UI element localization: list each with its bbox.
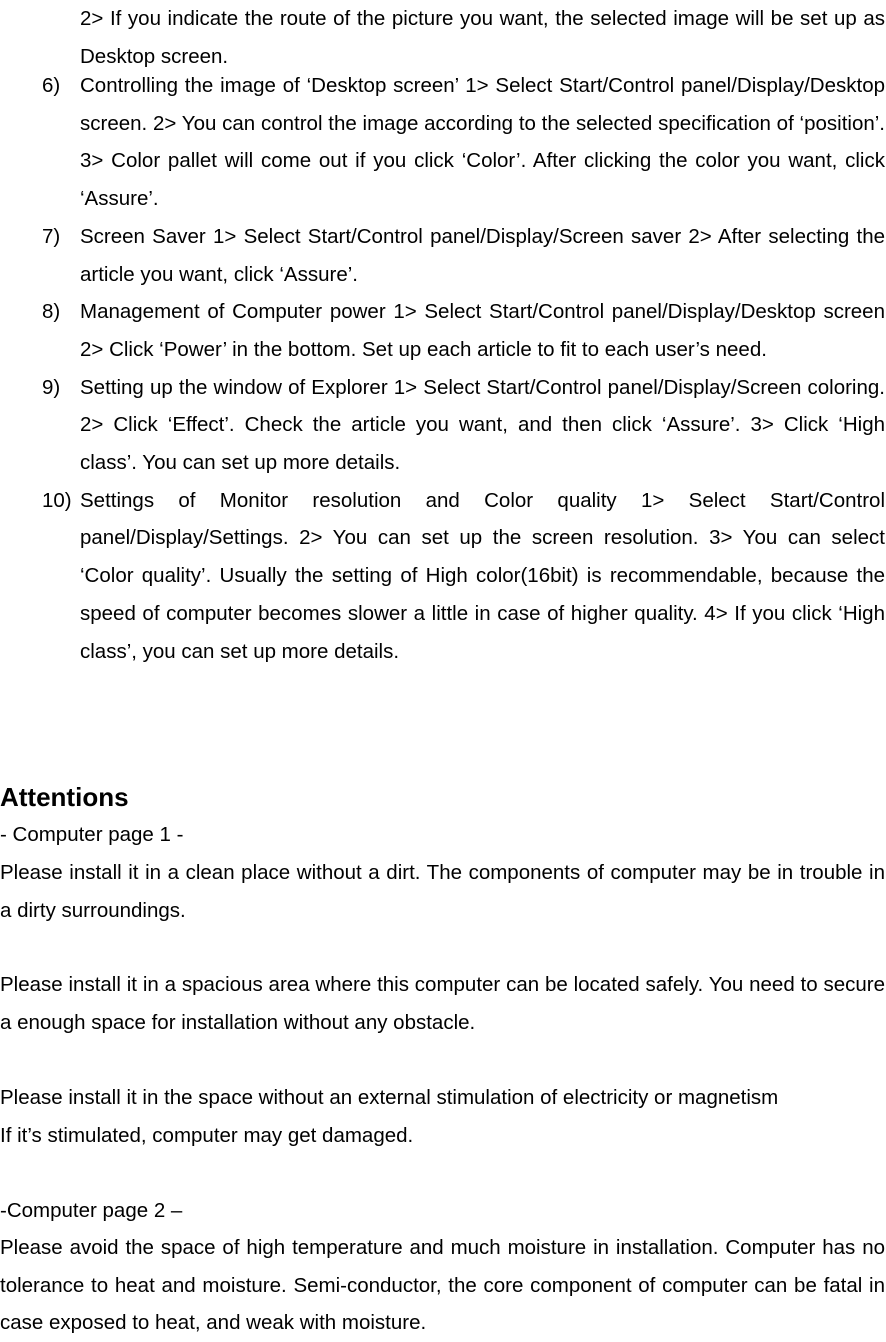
attention-paragraph: If it’s stimulated, computer may get damaged. — [0, 1124, 414, 1147]
list-item-number: 9) — [42, 375, 61, 399]
attention-paragraph: Please install it in a spacious area where this computer can be located safely. You need to secure a enough space for installation without any obstacle. — [0, 973, 885, 1034]
list-item-text: Setting up the window of Explorer 1> Select Start/Control panel/Display/Screen coloring. 2> Click ‘Effect’. Check the article you want, and then click ‘Assure’. 3> Click ‘High class’. You can set up more details. — [80, 375, 885, 475]
list-item — [0, 482, 885, 671]
list-item — [0, 293, 885, 368]
list-item-number: 7) — [42, 224, 61, 248]
list-item-text: Settings of Monitor resolution and Color quality 1> Select Start/Control panel/Display/Settings. 2> You can set up the screen resolution. 3> You can select ‘Color quality’. Usually the setting of High color(16bit) is recommendable, because the speed of computer becomes slower a little in case of higher quality. 4> If you click ‘High class’, you can set up more details. — [80, 488, 885, 663]
list-item-text: Screen Saver 1> Select Start/Control panel/Display/Screen saver 2> After selecting the article you want, click ‘Assure’. — [80, 224, 885, 286]
list-item-number: 10) — [42, 488, 72, 512]
attention-paragraph: Please install it in the space without an external stimulation of electricity or magnetism — [0, 1086, 779, 1109]
page-label: -Computer page 2 – — [0, 1199, 183, 1222]
section-heading: Attentions — [0, 782, 129, 812]
attention-paragraph: Please avoid the space of high temperature and much moisture in installation. Computer has no tolerance to heat and moisture. Semi-conductor, the core component of computer can be fatal in case exposed to heat, and weak with moisture. — [0, 1236, 885, 1335]
list-item — [0, 218, 885, 293]
page-label: - Computer page 1 - — [0, 823, 184, 846]
instruction-list — [0, 67, 885, 670]
list-item-text: Controlling the image of ‘Desktop screen’ 1> Select Start/Control panel/Display/Desktop screen. 2> You can control the image according to the selected specification of ‘position’. 3> Color pallet will come out if you click ‘Color’. After clicking the color you want, click ‘Assure’. — [80, 74, 885, 211]
continued-paragraph: 2> If you indicate the route of the picture you want, the selected image will be set up as Desktop screen. — [80, 7, 885, 68]
list-item — [0, 67, 885, 218]
attention-paragraph: Please install it in a clean place without a dirt. The components of computer may be in trouble in a dirty surroundings. — [0, 861, 885, 922]
list-item — [0, 369, 885, 482]
list-item-number: 8) — [42, 300, 61, 324]
list-item-text: Management of Computer power 1> Select Start/Control panel/Display/Desktop screen 2> Click ‘Power’ in the bottom. Set up each article to fit to each user’s need. — [80, 300, 885, 361]
list-item-number: 6) — [42, 74, 61, 97]
